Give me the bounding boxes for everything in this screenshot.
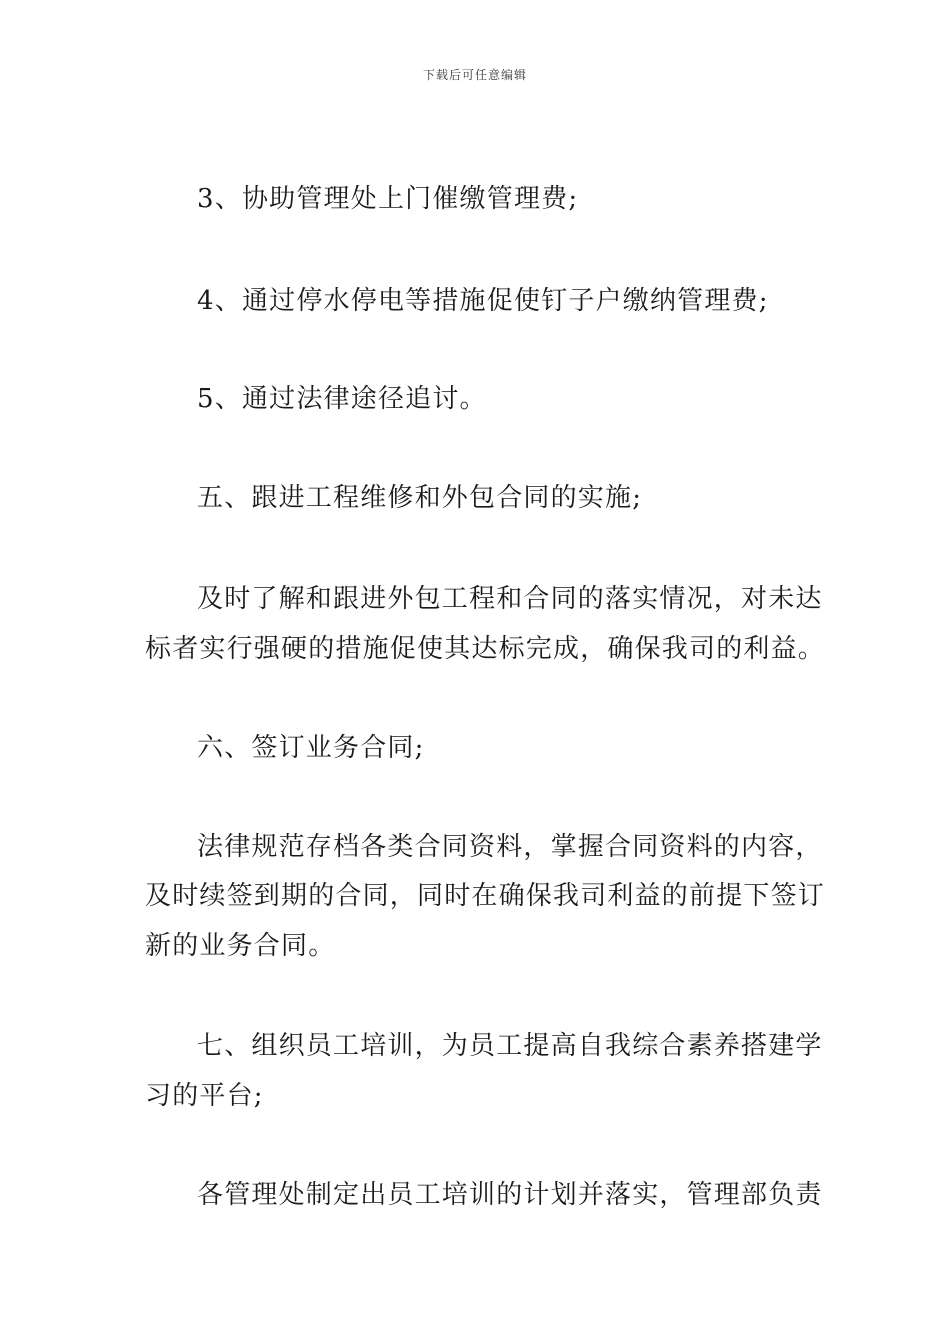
section-heading-6: 六、签订业务合同;: [197, 733, 425, 763]
paragraph-line: 法律规范存档各类合同资料，掌握合同资料的内容，: [197, 832, 823, 862]
page-header: 下载后可任意编辑: [422, 68, 527, 82]
paragraph-line: 及时续签到期的合同，同时在确保我司利益的前提下签订: [145, 881, 826, 911]
section-heading-7: 七、组织员工培训，为员工提高自我综合素养搭建学: [197, 1031, 823, 1061]
paragraph-line: 习的平台;: [145, 1081, 264, 1111]
section-heading-5: 五、跟进工程维修和外包合同的实施;: [197, 483, 643, 513]
paragraph-line: 及时了解和跟进外包工程和合同的落实情况，对未达: [197, 584, 823, 614]
list-item-5: 5、通过法律途径追讨。: [197, 384, 487, 414]
list-item-3: 3、协助管理处上门催缴管理费;: [197, 184, 579, 214]
paragraph-line: 新的业务合同。: [145, 931, 336, 961]
list-item-4: 4、通过停水停电等措施促使钉子户缴纳管理费;: [197, 286, 769, 316]
paragraph-line: 各管理处制定出员工培训的计划并落实，管理部负责: [197, 1180, 823, 1210]
paragraph-line: 标者实行强硬的措施促使其达标完成，确保我司的利益。: [145, 634, 826, 664]
